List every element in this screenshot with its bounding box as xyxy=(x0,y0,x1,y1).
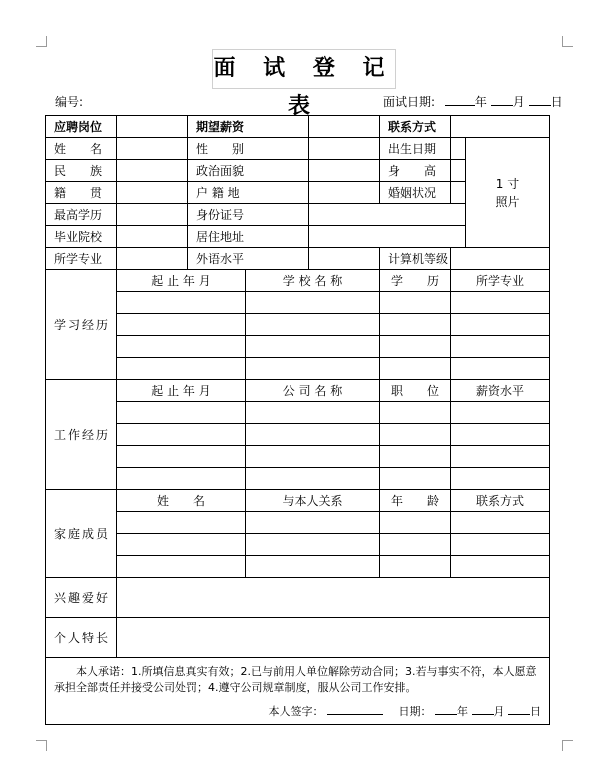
work-cell[interactable] xyxy=(117,424,246,446)
id-number-value[interactable] xyxy=(309,204,466,226)
number-label: 编号: xyxy=(55,95,84,109)
computer-label: 计算机等级 xyxy=(380,248,451,270)
sign-month-label: 月 xyxy=(493,705,505,718)
family-row xyxy=(46,512,550,534)
major-label: 所学专业 xyxy=(46,248,117,270)
crop-mark-top-left xyxy=(36,36,47,47)
study-cell[interactable] xyxy=(246,358,380,380)
study-header-major: 所学专业 xyxy=(451,270,550,292)
work-cell[interactable] xyxy=(451,424,550,446)
family-cell[interactable] xyxy=(246,512,380,534)
study-cell[interactable] xyxy=(451,336,550,358)
politics-label: 政治面貌 xyxy=(188,160,309,182)
contact-label: 联系方式 xyxy=(380,116,451,138)
school-value[interactable] xyxy=(117,226,188,248)
work-cell[interactable] xyxy=(451,402,550,424)
sign-month-blank[interactable] xyxy=(472,704,494,715)
family-header-age: 年 龄 xyxy=(380,490,451,512)
study-row xyxy=(46,336,550,358)
study-cell[interactable] xyxy=(451,314,550,336)
address-label: 居住地址 xyxy=(188,226,309,248)
interview-month-blank[interactable] xyxy=(491,95,513,106)
birth-value[interactable] xyxy=(451,138,466,160)
signature-blank[interactable] xyxy=(327,704,383,715)
study-cell[interactable] xyxy=(380,358,451,380)
study-cell[interactable] xyxy=(380,314,451,336)
family-cell[interactable] xyxy=(380,512,451,534)
family-row xyxy=(46,534,550,556)
salary-value[interactable] xyxy=(309,116,380,138)
work-cell[interactable] xyxy=(380,468,451,490)
study-cell[interactable] xyxy=(380,336,451,358)
salary-label: 期望薪资 xyxy=(188,116,309,138)
birth-label: 出生日期 xyxy=(380,138,451,160)
height-label: 身 高 xyxy=(380,160,451,182)
ethnic-value[interactable] xyxy=(117,160,188,182)
family-cell[interactable] xyxy=(451,512,550,534)
work-header-title: 职 位 xyxy=(380,380,451,402)
work-row xyxy=(46,424,550,446)
family-cell[interactable] xyxy=(246,556,380,578)
name-value[interactable] xyxy=(117,138,188,160)
work-cell[interactable] xyxy=(117,468,246,490)
study-cell[interactable] xyxy=(246,314,380,336)
language-value[interactable] xyxy=(309,248,380,270)
study-cell[interactable] xyxy=(117,358,246,380)
specialty-label: 个人特长 xyxy=(46,618,117,658)
study-header-period: 起 止 年 月 xyxy=(117,270,246,292)
id-number-label: 身份证号 xyxy=(188,204,309,226)
work-row xyxy=(46,468,550,490)
study-row xyxy=(46,358,550,380)
work-header-period: 起 止 年 月 xyxy=(117,380,246,402)
study-cell[interactable] xyxy=(451,292,550,314)
gender-value[interactable] xyxy=(309,138,380,160)
family-header-name: 姓 名 xyxy=(117,490,246,512)
ethnic-label: 民 族 xyxy=(46,160,117,182)
position-value[interactable] xyxy=(117,116,188,138)
work-cell[interactable] xyxy=(380,424,451,446)
study-row xyxy=(46,314,550,336)
sign-day-blank[interactable] xyxy=(508,704,530,715)
work-cell[interactable] xyxy=(246,468,380,490)
page-title: 面 试 登 记 表 xyxy=(212,49,396,89)
year-label: 年 xyxy=(474,95,487,109)
family-section-label: 家庭成员 xyxy=(46,490,117,578)
study-cell[interactable] xyxy=(117,292,246,314)
study-header-school: 学 校 名 称 xyxy=(246,270,380,292)
registration-table xyxy=(45,115,550,725)
family-cell[interactable] xyxy=(117,556,246,578)
sign-date-label: 日期： xyxy=(398,705,432,718)
study-cell[interactable] xyxy=(451,358,550,380)
interview-year-blank[interactable] xyxy=(445,95,475,106)
work-cell[interactable] xyxy=(117,446,246,468)
hobby-label: 兴趣爱好 xyxy=(46,578,117,618)
contact-value[interactable] xyxy=(451,116,550,138)
interview-day-blank[interactable] xyxy=(529,95,551,106)
work-row xyxy=(46,402,550,424)
signature-label: 本人签字： xyxy=(268,705,324,718)
family-cell[interactable] xyxy=(117,534,246,556)
native-value[interactable] xyxy=(117,182,188,204)
work-cell[interactable] xyxy=(380,402,451,424)
school-label: 毕业院校 xyxy=(46,226,117,248)
work-cell[interactable] xyxy=(117,402,246,424)
work-cell[interactable] xyxy=(246,446,380,468)
interview-date-line xyxy=(383,93,563,110)
study-cell[interactable] xyxy=(380,292,451,314)
height-value[interactable] xyxy=(451,160,466,182)
specialty-value[interactable] xyxy=(117,618,550,658)
work-section-label: 工作经历 xyxy=(46,380,117,490)
family-cell[interactable] xyxy=(246,534,380,556)
family-cell[interactable] xyxy=(380,556,451,578)
study-header-degree: 学 历 xyxy=(380,270,451,292)
sign-year-blank[interactable] xyxy=(435,704,457,715)
position-label: 应聘岗位 xyxy=(46,116,117,138)
work-header-company: 公 司 名 称 xyxy=(246,380,380,402)
crop-mark-top-right xyxy=(562,36,573,47)
sign-year-label: 年 xyxy=(457,705,469,718)
crop-mark-bottom-left xyxy=(36,740,47,751)
work-cell[interactable] xyxy=(246,424,380,446)
study-cell[interactable] xyxy=(246,292,380,314)
address-value[interactable] xyxy=(309,226,466,248)
day-label: 日 xyxy=(550,95,563,109)
signature-line xyxy=(54,704,541,720)
computer-value[interactable] xyxy=(451,248,550,270)
work-header-salary: 薪资水平 xyxy=(451,380,550,402)
work-cell[interactable] xyxy=(246,402,380,424)
hukou-label: 户 籍 地 xyxy=(188,182,309,204)
crop-mark-bottom-right xyxy=(562,740,573,751)
name-label: 姓 名 xyxy=(46,138,117,160)
politics-value[interactable] xyxy=(309,160,380,182)
family-header-relation: 与本人关系 xyxy=(246,490,380,512)
work-cell[interactable] xyxy=(380,446,451,468)
family-cell[interactable] xyxy=(451,556,550,578)
month-label: 月 xyxy=(512,95,525,109)
family-cell[interactable] xyxy=(380,534,451,556)
study-cell[interactable] xyxy=(117,314,246,336)
language-label: 外语水平 xyxy=(188,248,309,270)
work-row xyxy=(46,446,550,468)
hobby-value[interactable] xyxy=(117,578,550,618)
sign-day-label: 日 xyxy=(530,705,542,718)
promise-text: 本人承诺：1.所填信息真实有效；2.已与前用人单位解除劳动合同；3.若与事实不符，本人愿意承担全部责任并接受公司处罚；4.遵守公司规章制度，服从公司工作安排。 xyxy=(54,665,537,694)
education-value[interactable] xyxy=(117,204,188,226)
study-row xyxy=(46,292,550,314)
major-value[interactable] xyxy=(117,248,188,270)
gender-label: 性 别 xyxy=(188,138,309,160)
family-header-contact: 联系方式 xyxy=(451,490,550,512)
hukou-value[interactable] xyxy=(309,182,380,204)
study-section-label: 学习经历 xyxy=(46,270,117,380)
work-cell[interactable] xyxy=(451,468,550,490)
education-label: 最高学历 xyxy=(46,204,117,226)
promise-block xyxy=(46,658,550,725)
study-cell[interactable] xyxy=(117,336,246,358)
marital-label: 婚姻状况 xyxy=(380,182,451,204)
study-cell[interactable] xyxy=(246,336,380,358)
photo-box[interactable] xyxy=(466,138,550,248)
interview-date-label: 面试日期: xyxy=(383,95,436,109)
family-cell[interactable] xyxy=(117,512,246,534)
marital-value[interactable] xyxy=(451,182,466,204)
family-cell[interactable] xyxy=(451,534,550,556)
native-label: 籍 贯 xyxy=(46,182,117,204)
photo-label: 照片 xyxy=(495,194,520,209)
photo-size-label: 1 寸 xyxy=(495,176,520,191)
family-row xyxy=(46,556,550,578)
work-cell[interactable] xyxy=(451,446,550,468)
